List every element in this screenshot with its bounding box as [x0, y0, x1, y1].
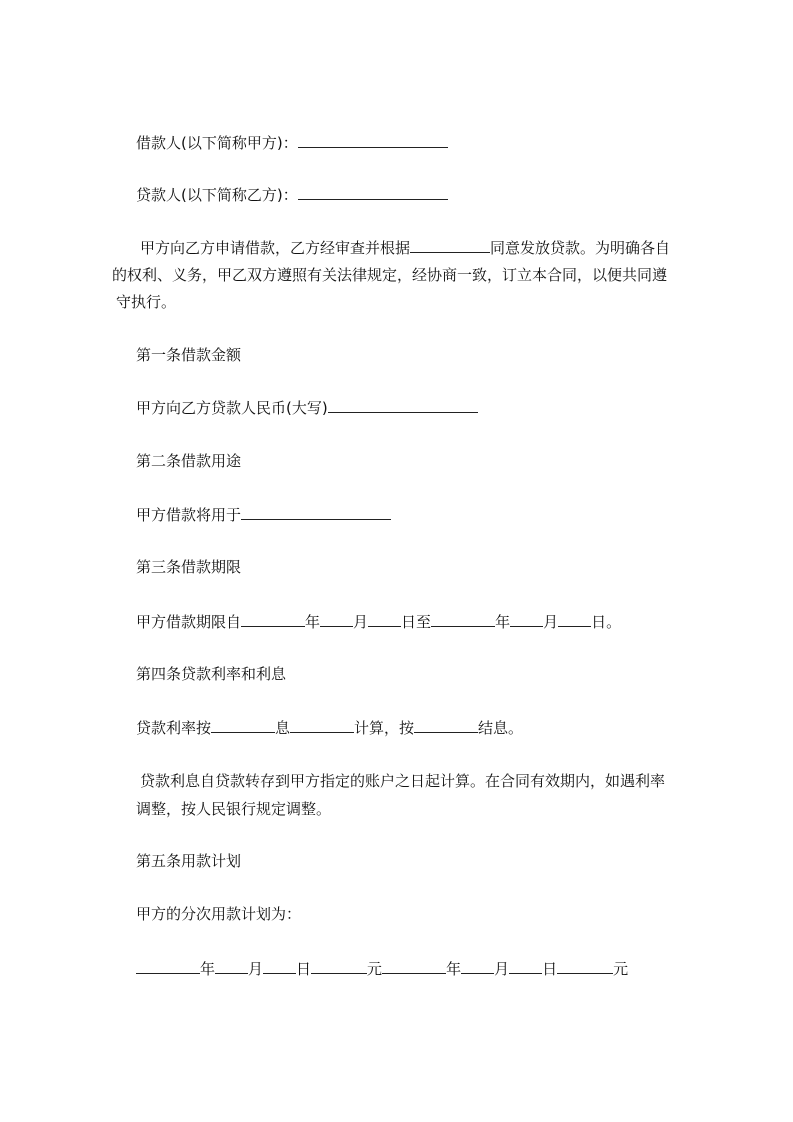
plan-blank-amount1	[311, 959, 367, 974]
article1-blank	[328, 398, 478, 413]
article4-para-line1: 贷款利息自贷款转存到甲方指定的账户之日起计算。在合同有效期内，如遇利率	[140, 772, 666, 790]
intro-blank	[410, 238, 490, 253]
article2-title: 第二条借款用途	[136, 452, 242, 470]
blank-year-end	[431, 612, 495, 627]
blank-month-start	[320, 612, 353, 627]
plan-day1: 日	[296, 960, 312, 978]
lender-line	[136, 185, 448, 204]
plan-yuan1: 元	[367, 960, 383, 978]
blank-day-start	[368, 612, 401, 627]
article2-line	[136, 505, 391, 524]
blank-interest	[290, 718, 354, 733]
borrower-blank	[298, 133, 448, 148]
blank-settle	[414, 718, 478, 733]
plan-blank-year2	[382, 959, 446, 974]
plan-blank-month1	[215, 959, 248, 974]
blank-rate	[211, 718, 275, 733]
article3-year2-label: 年	[495, 613, 511, 631]
article4-line	[136, 718, 523, 737]
plan-month2: 月	[494, 960, 510, 978]
article1-text: 甲方向乙方贷款人民币(大写)	[136, 399, 328, 417]
article3-year-label: 年	[305, 613, 321, 631]
article4-text3: 计算，按	[354, 719, 415, 737]
article3-text: 甲方借款期限自	[136, 613, 242, 631]
article1-line	[136, 398, 478, 417]
article3-day-to-label: 日至	[401, 613, 432, 631]
article3-title: 第三条借款期限	[136, 558, 242, 576]
borrower-label: 借款人(以下简称甲方)：	[136, 134, 298, 152]
plan-blank-day2	[509, 959, 542, 974]
article5-text: 甲方的分次用款计划为：	[136, 905, 302, 923]
plan-year2: 年	[446, 960, 462, 978]
plan-blank-amount2	[557, 959, 613, 974]
intro-line-1	[140, 238, 670, 257]
article4-text2: 息	[275, 719, 291, 737]
article4-text1: 贷款利率按	[136, 719, 212, 737]
plan-blank-day1	[263, 959, 296, 974]
intro-line-3	[116, 293, 176, 311]
blank-year-start	[241, 612, 305, 627]
intro-text-2: 的权利、义务，甲乙双方遵照有关法律规定，经协商一致，订立本合同，以便共同遵	[112, 266, 668, 284]
article4-text4: 结息。	[478, 719, 524, 737]
plan-year1: 年	[200, 960, 216, 978]
lender-blank	[298, 185, 448, 200]
intro-line-2	[112, 266, 667, 284]
article4-para-line2: 调整，按人民银行规定调整。	[136, 800, 332, 818]
article2-blank	[241, 505, 391, 520]
article3-month-label: 月	[353, 613, 369, 631]
intro-part2: 同意发放贷款。为明确各自	[490, 239, 671, 257]
plan-blank-month2	[461, 959, 494, 974]
plan-blank-year1	[136, 959, 200, 974]
plan-yuan2: 元	[613, 960, 629, 978]
article1-title: 第一条借款金额	[136, 346, 242, 364]
article2-text: 甲方借款将用于	[136, 506, 242, 524]
article3-month2-label: 月	[543, 613, 559, 631]
intro-text-3: 守执行。	[116, 293, 177, 311]
borrower-line	[136, 133, 448, 152]
plan-line	[136, 959, 628, 978]
lender-label: 贷款人(以下简称乙方)：	[136, 186, 298, 204]
article3-day-end-label: 日。	[591, 613, 622, 631]
article3-line	[136, 612, 621, 631]
blank-day-end	[558, 612, 591, 627]
intro-part1: 甲方向乙方申请借款，乙方经审查并根据	[140, 239, 411, 257]
article5-title: 第五条用款计划	[136, 852, 242, 870]
blank-month-end	[510, 612, 543, 627]
plan-month1: 月	[248, 960, 264, 978]
article4-title: 第四条贷款利率和利息	[136, 665, 287, 683]
plan-day2: 日	[542, 960, 558, 978]
